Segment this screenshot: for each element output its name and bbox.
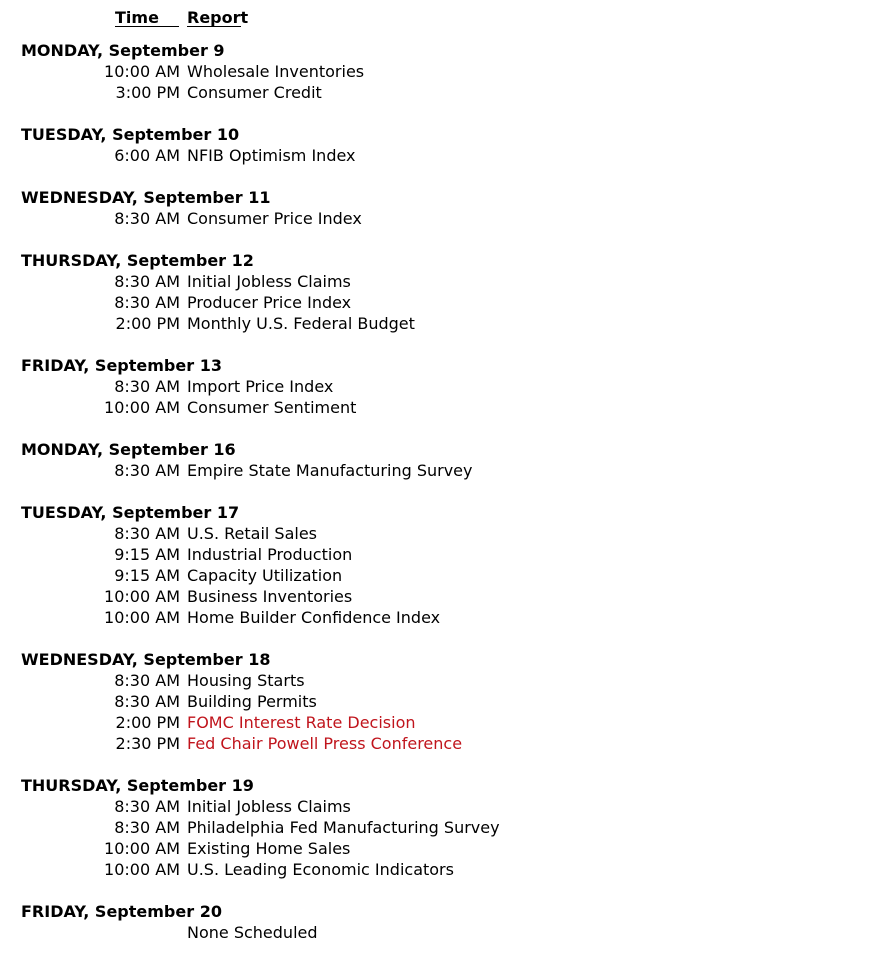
event-row — [0, 523, 895, 544]
event-row — [0, 460, 895, 481]
event-report: U.S. Leading Economic Indicators — [187, 860, 454, 879]
event-row — [0, 61, 895, 82]
event-time: 10:00 AM — [104, 860, 180, 879]
event-report: Initial Jobless Claims — [187, 272, 351, 291]
event-row — [0, 271, 895, 292]
event-row — [0, 838, 895, 859]
event-row — [0, 796, 895, 817]
event-time: 8:30 AM — [114, 818, 180, 837]
event-time: 2:00 PM — [115, 713, 180, 732]
event-report: Producer Price Index — [187, 293, 352, 312]
day-heading: TUESDAY, September 17 — [21, 503, 240, 522]
event-row — [0, 82, 895, 103]
event-time: 2:00 PM — [115, 314, 180, 333]
event-report-highlighted: Fed Chair Powell Press Conference — [187, 734, 463, 753]
day-heading: WEDNESDAY, September 18 — [21, 650, 271, 669]
event-report: Capacity Utilization — [187, 566, 343, 585]
event-report: NFIB Optimism Index — [187, 146, 356, 165]
event-row — [0, 922, 895, 943]
header-report: Report — [187, 8, 249, 27]
event-time: 8:30 AM — [114, 461, 180, 480]
event-report: Monthly U.S. Federal Budget — [187, 314, 415, 333]
event-row — [0, 376, 895, 397]
day-heading: TUESDAY, September 10 — [21, 125, 240, 144]
event-time: 8:30 AM — [114, 209, 180, 228]
event-row — [0, 544, 895, 565]
event-row — [0, 208, 895, 229]
event-row — [0, 691, 895, 712]
event-report: Philadelphia Fed Manufacturing Survey — [187, 818, 500, 837]
event-report: Consumer Credit — [187, 83, 322, 102]
event-report: U.S. Retail Sales — [187, 524, 318, 543]
event-time: 8:30 AM — [114, 692, 180, 711]
event-row — [0, 817, 895, 838]
event-time: 8:30 AM — [114, 671, 180, 690]
day-heading: MONDAY, September 16 — [21, 440, 236, 459]
event-time: 2:30 PM — [115, 734, 180, 753]
day-heading: MONDAY, September 9 — [21, 41, 225, 60]
event-report: Empire State Manufacturing Survey — [187, 461, 473, 480]
event-row — [0, 607, 895, 628]
event-time: 8:30 AM — [114, 293, 180, 312]
event-report: Housing Starts — [187, 671, 305, 690]
event-time: 8:30 AM — [114, 377, 180, 396]
event-time: 3:00 PM — [115, 83, 180, 102]
day-heading: FRIDAY, September 20 — [21, 902, 222, 921]
event-row — [0, 586, 895, 607]
header-time: Time — [115, 8, 179, 27]
event-row — [0, 670, 895, 691]
event-time: 10:00 AM — [104, 398, 180, 417]
day-heading: FRIDAY, September 13 — [21, 356, 222, 375]
event-time: 10:00 AM — [104, 608, 180, 627]
event-report: Consumer Sentiment — [187, 398, 357, 417]
event-report: Existing Home Sales — [187, 839, 351, 858]
event-report: Import Price Index — [187, 377, 334, 396]
event-time: 9:15 AM — [114, 545, 180, 564]
event-time: 9:15 AM — [114, 566, 180, 585]
event-time: 8:30 AM — [114, 272, 180, 291]
event-row — [0, 313, 895, 334]
event-row — [0, 145, 895, 166]
event-time: 8:30 AM — [114, 524, 180, 543]
event-report: Business Inventories — [187, 587, 353, 606]
event-row — [0, 565, 895, 586]
event-time: 10:00 AM — [104, 587, 180, 606]
event-row — [0, 712, 895, 733]
event-row — [0, 859, 895, 880]
event-report: Building Permits — [187, 692, 317, 711]
event-time: 8:30 AM — [114, 797, 180, 816]
day-heading: THURSDAY, September 19 — [21, 776, 254, 795]
event-row — [0, 397, 895, 418]
event-report-highlighted: FOMC Interest Rate Decision — [187, 713, 416, 732]
event-report: None Scheduled — [187, 923, 318, 942]
event-report: Wholesale Inventories — [187, 62, 365, 81]
event-time: 10:00 AM — [104, 839, 180, 858]
event-row — [0, 733, 895, 754]
day-heading: WEDNESDAY, September 11 — [21, 188, 271, 207]
event-row — [0, 292, 895, 313]
day-heading: THURSDAY, September 12 — [21, 251, 254, 270]
event-report: Consumer Price Index — [187, 209, 362, 228]
event-time: 10:00 AM — [104, 62, 180, 81]
event-report: Home Builder Confidence Index — [187, 608, 441, 627]
event-report: Industrial Production — [187, 545, 353, 564]
event-time: 6:00 AM — [114, 146, 180, 165]
event-report: Initial Jobless Claims — [187, 797, 351, 816]
